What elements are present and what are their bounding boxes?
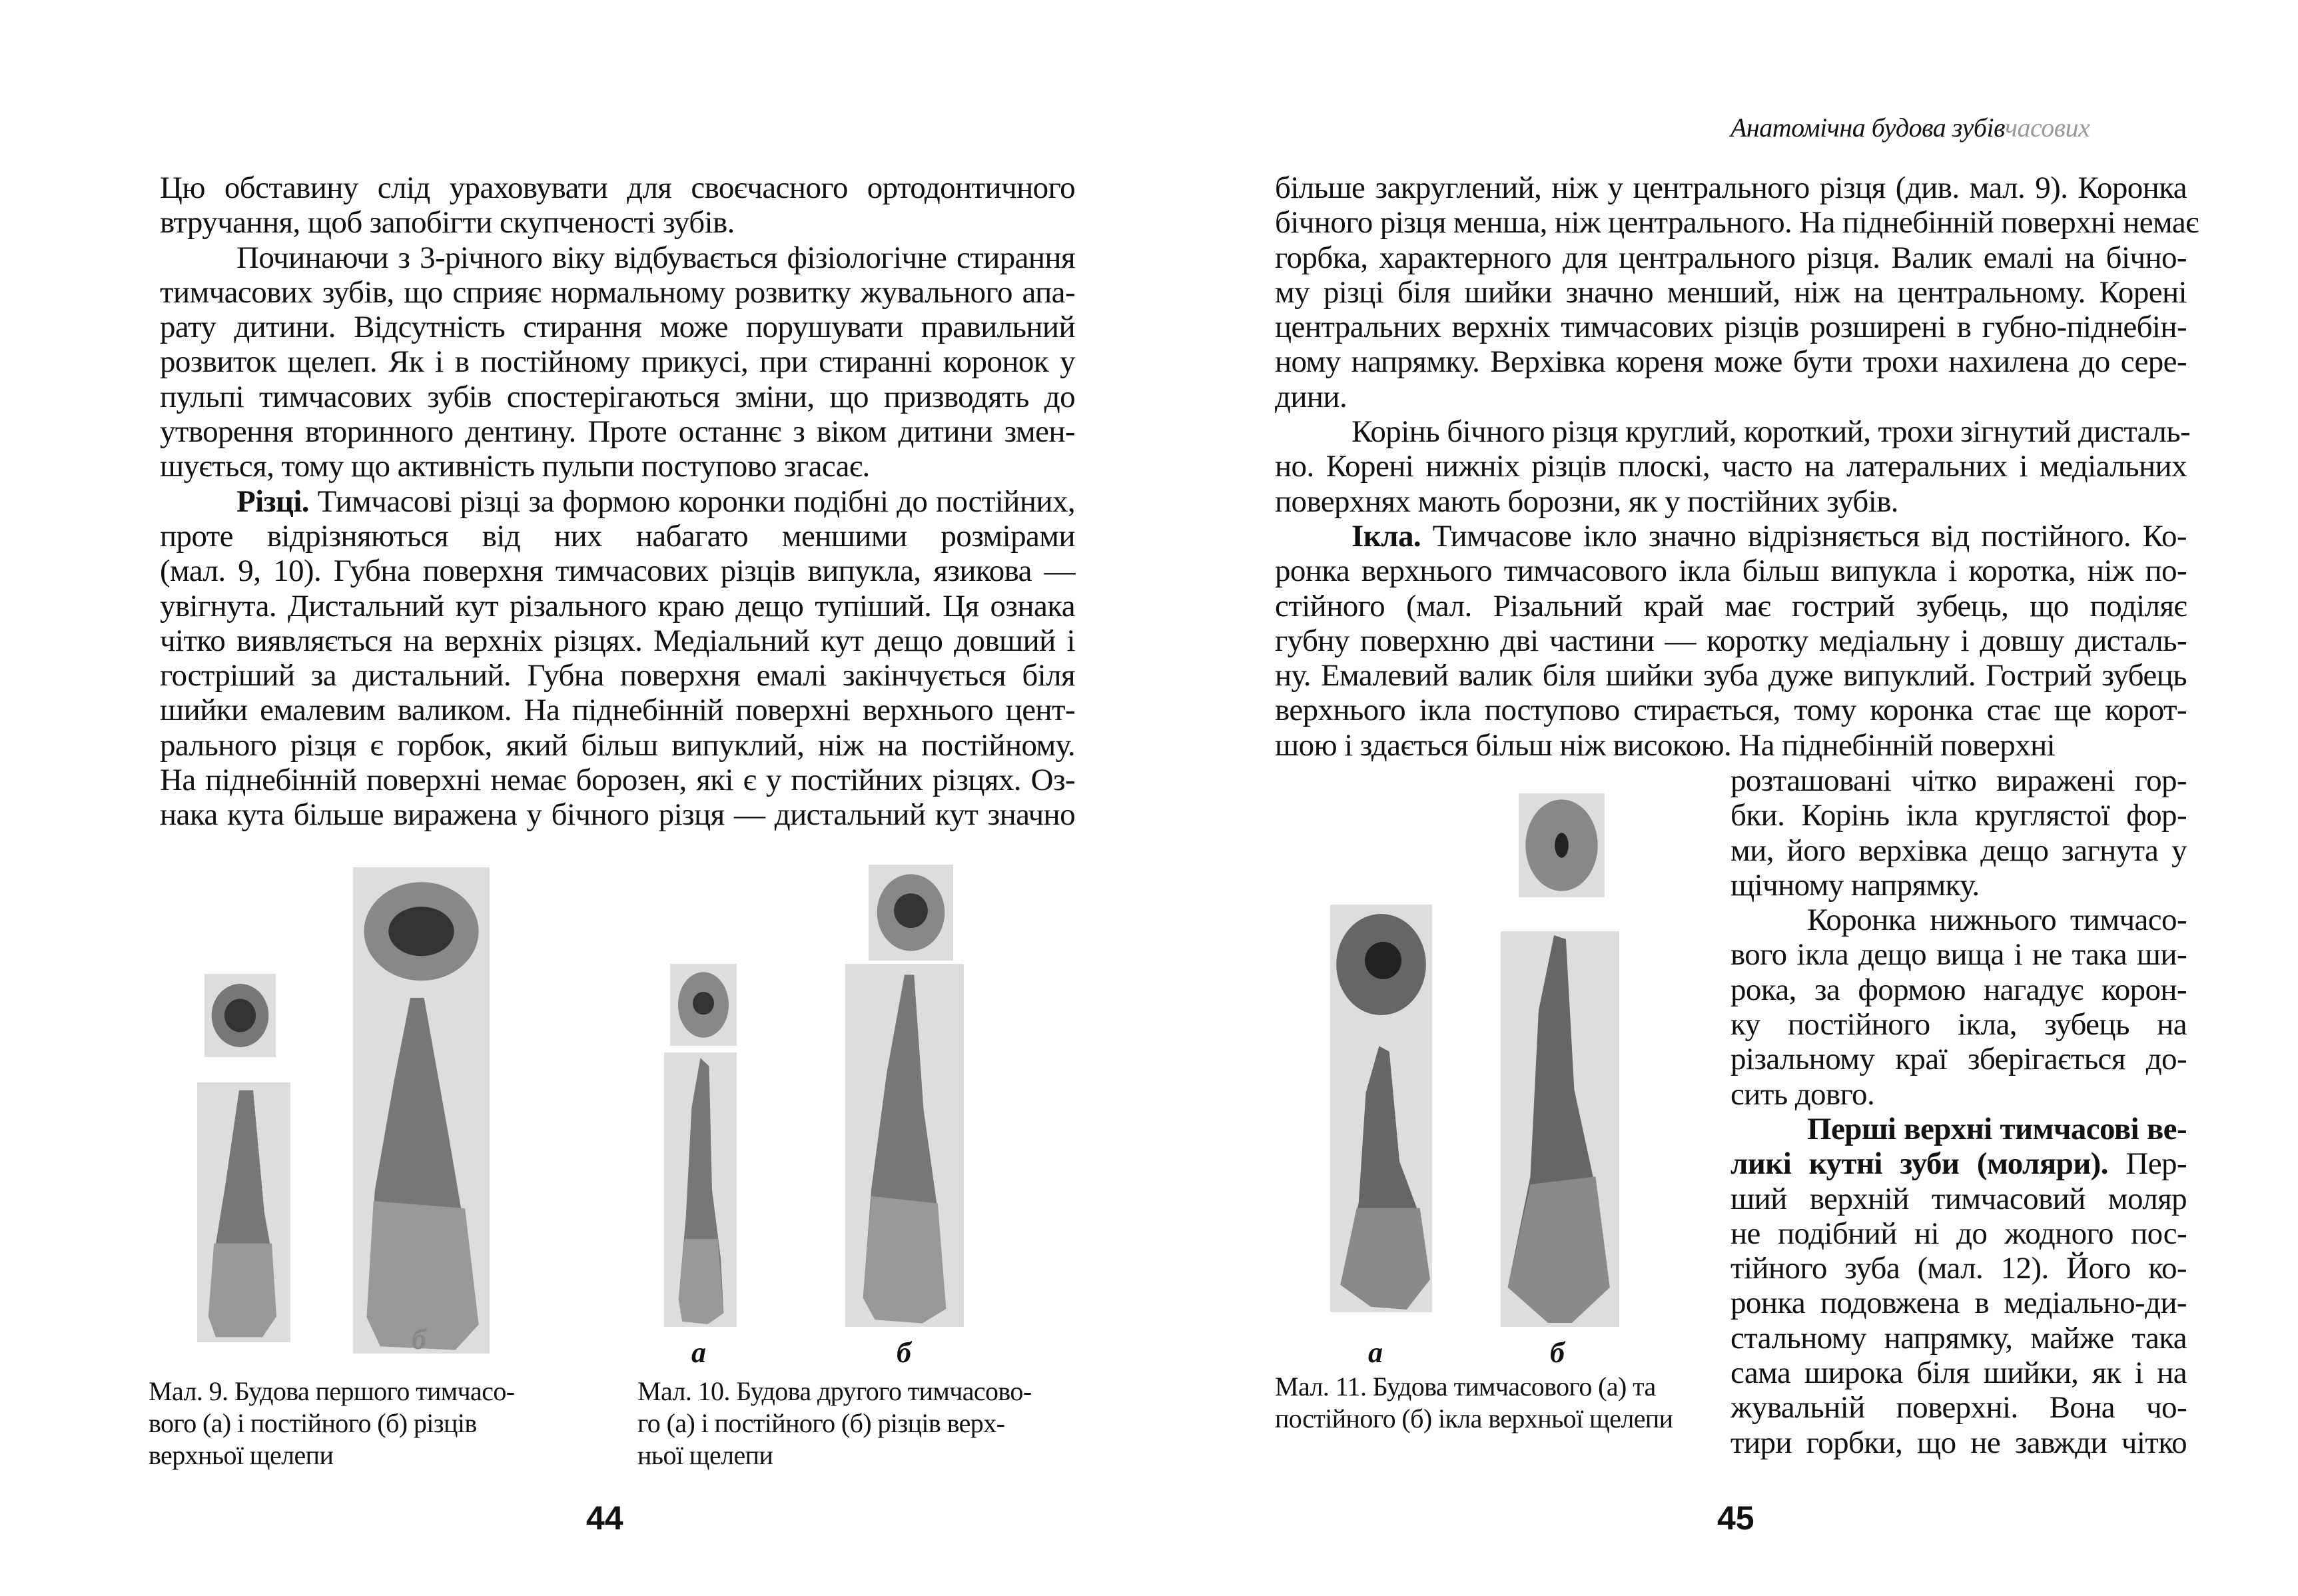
line-text: тимчасових зубів, що сприяє нормальному розвитку жувального апа- — [160, 274, 1075, 310]
text-line — [1275, 205, 2199, 240]
line-text: жувальній поверхні. Вона чо- — [1730, 1390, 2187, 1425]
line-text: бки. Корінь ікла круглястої фор- — [1730, 798, 2187, 833]
text-line — [1730, 1146, 2187, 1181]
text-line — [1275, 414, 2191, 450]
line-text: ному напрямку. Верхівка кореня може бути трохи нахилена до сере- — [1275, 344, 2187, 380]
line-text: рату дитини. Відсутність стирання може порушувати правильний — [160, 310, 1075, 345]
text-line — [160, 519, 1075, 554]
text-line — [160, 275, 1075, 310]
text-line — [1275, 658, 2187, 693]
line-text: горбка, характерного для центрального різця. Валик емалі на бічно- — [1275, 240, 2187, 275]
text-line — [1730, 1356, 2187, 1390]
fig10-label-a: а — [691, 1336, 706, 1369]
text-line — [160, 797, 1075, 832]
fig10-caption — [637, 1376, 1077, 1471]
text-line — [1275, 728, 2187, 763]
line-text: ронка подовжена в медіально-ди- — [1730, 1286, 2187, 1321]
line-text: стійного (мал. Різальний край має гострий зубець, що поділяє — [1275, 588, 2187, 623]
text-line — [1275, 449, 2187, 484]
bold-heading: Різці. — [236, 484, 309, 519]
text-line — [1275, 171, 2187, 205]
caption-line: верхньої щелепи — [149, 1440, 334, 1470]
fig11-label-a: а — [1368, 1336, 1383, 1369]
line-text: верхнього ікла поступово стирається, тому коронка стає ще корот- — [1275, 693, 2187, 728]
line-text: шується, тому що активність пульпи поступово згасає. — [160, 449, 870, 484]
text-line — [1275, 519, 2187, 554]
line-text: Тимчасові різці за формою коронки подібні до постійних, — [308, 484, 1075, 519]
line-text: втручання, щоб запобігти скупченості зубів. — [160, 205, 735, 240]
text-line — [1730, 1390, 2187, 1425]
text-line — [1730, 798, 2187, 833]
text-line — [160, 728, 1075, 763]
text-line — [1275, 344, 2187, 379]
line-text: тійного зуба (мал. 12). Його ко- — [1730, 1251, 2187, 1286]
text-line — [1730, 763, 2187, 798]
line-text: нака кута більше виражена у бічного різця — дистальний кут значно — [160, 797, 1075, 833]
text-line — [1730, 1425, 2187, 1460]
text-line — [1730, 1112, 2187, 1146]
text-line — [1730, 1216, 2187, 1251]
fig11-caption — [1275, 1371, 1734, 1435]
text-line — [1730, 973, 2187, 1007]
text-line — [160, 658, 1075, 693]
line-text: поверхнях мають борозни, як у постійних зубів. — [1275, 484, 1898, 519]
line-text: ронка верхнього тимчасового ікла більш випукла і коротка, ніж по- — [1275, 554, 2187, 589]
line-text: проте відрізняються від них набагато меншими розмірами — [160, 518, 1075, 554]
fig10-temporary-incisor — [664, 1052, 737, 1327]
text-line — [1730, 1182, 2187, 1216]
line-text: центральних верхніх тимчасових різців розширені в губно-піднебін- — [1275, 310, 2187, 345]
line-text: рального різця є горбок, який більш випуклий, ніж на постійному. — [160, 727, 1075, 763]
line-text: утворення вторинного дентину. Проте останнє з віком дитини змен- — [160, 414, 1075, 450]
fig9-caption — [149, 1376, 562, 1471]
line-text: ми, його верхівка дещо загнута у — [1730, 833, 2187, 868]
text-line — [1275, 554, 2187, 588]
text-line — [1275, 275, 2187, 310]
line-text: но. Корені нижніх різців плоскі, часто на латеральних і медіальних — [1275, 449, 2187, 484]
fig11-temporary-canine-cross-section — [1330, 905, 1432, 1038]
text-line — [160, 414, 1075, 449]
text-line — [160, 310, 1075, 344]
fig10-temporary-incisor-cross-section — [670, 964, 737, 1046]
line-text: розвиток щелеп. Як і в постійному прикусі, при стиранні коронок у — [160, 344, 1075, 380]
text-line — [1730, 1042, 2187, 1076]
text-line — [1275, 693, 2187, 727]
line-text: губну поверхню дві частини — коротку медіальну і довшу дисталь- — [1275, 623, 2187, 658]
line-text: розташовані чітко виражені гор- — [1730, 763, 2187, 798]
text-line — [1730, 1286, 2187, 1320]
text-line — [1730, 937, 2187, 972]
text-line — [160, 205, 1075, 240]
line-text: пульпі тимчасових зубів спостерігаються зміни, що призводять до — [160, 379, 1075, 414]
fig11-permanent-canine-cross-section — [1519, 793, 1605, 897]
line-text: Коронка нижнього тимчасо- — [1807, 903, 2187, 938]
caption-line: Мал. 10. Будова другого тимчасово- — [637, 1376, 1032, 1406]
line-text: сама широка біля шийки, як і на — [1730, 1356, 2187, 1391]
line-text: різальному краї зберігається до- — [1730, 1042, 2187, 1077]
line-text: тири горбки, що не завжди чітко — [1730, 1425, 2187, 1460]
line-text: більше закруглений, ніж у центрального різця (див. мал. 9). Коронка — [1275, 171, 2187, 205]
line-text: сить довго. — [1730, 1076, 1875, 1112]
text-line — [1730, 1007, 2187, 1042]
fig9-label-b: б — [412, 1323, 426, 1356]
line-text: ший верхній тимчасовий моляр — [1730, 1181, 2187, 1216]
fig10-permanent-incisor — [845, 964, 964, 1327]
bold-heading: Ікла. — [1351, 518, 1421, 554]
text-line — [1275, 240, 2187, 275]
line-text: чітко виявляється на верхніх різцях. Медіальний кут дещо довший і — [160, 623, 1075, 658]
line-text: (мал. 9, 10). Губна поверхня тимчасових різців випукла, язикова — — [160, 554, 1075, 589]
fig11-label-b: б — [1550, 1336, 1565, 1369]
caption-line: ньої щелепи — [637, 1440, 773, 1470]
bold-heading: Перші верхні тимчасові ве- — [1807, 1111, 2187, 1146]
right-page-text-wide — [1275, 171, 2199, 763]
text-line — [1275, 623, 2187, 658]
line-text: шою і здається більш ніж високою. На піднебінній поверхні — [1275, 727, 2056, 763]
line-text: Корінь бічного різця круглий, короткий, трохи зігнутий дисталь- — [1351, 414, 2191, 450]
header-title: Анатомічна будова зубів — [1730, 113, 2005, 143]
line-text: Тимчасове ікло значно відрізняється від постійного. Ко- — [1421, 518, 2187, 554]
fig11-temporary-canine — [1330, 1038, 1432, 1312]
text-line — [160, 554, 1075, 588]
left-page-text — [160, 171, 1075, 833]
line-text: На піднебінній поверхні немає борозен, які є у постійних різцях. Оз- — [160, 763, 1075, 798]
text-line — [1730, 1251, 2187, 1286]
caption-line: Мал. 11. Будова тимчасового (а) та — [1275, 1372, 1656, 1401]
fig9-permanent-incisor-cross-section — [353, 867, 490, 991]
page-number-left: 44 — [586, 1499, 623, 1537]
page-number-right: 45 — [1717, 1499, 1754, 1537]
fig11-permanent-canine — [1501, 931, 1619, 1327]
text-line — [1275, 310, 2187, 344]
text-line — [160, 449, 1075, 484]
text-line — [160, 693, 1075, 727]
line-text: ну. Емалевий валик біля шийки зуба дуже випуклий. Гострий зубець — [1275, 658, 2187, 693]
caption-line: вого (а) і постійного (б) різців — [149, 1408, 477, 1438]
line-text: Починаючи з 3-річного віку відбувається фізіологічне стирання — [236, 240, 1075, 275]
caption-line: го (а) і постійного (б) різців верх- — [637, 1408, 1005, 1438]
text-line — [160, 763, 1075, 797]
text-line — [160, 240, 1075, 275]
header-faded: часових — [2004, 113, 2090, 143]
bold-heading: ликі кутні зуби (моляри). — [1730, 1146, 2108, 1182]
line-text: бічного різця менша, ніж центрального. На піднебінній поверхні немає — [1275, 205, 2199, 240]
text-line — [1275, 484, 2187, 519]
line-text: вого ікла дещо вища і не така ши- — [1730, 937, 2187, 973]
line-text: щічному напрямку. — [1730, 867, 1980, 903]
line-text: рока, за формою нагадує корон- — [1730, 972, 2187, 1007]
text-line — [1730, 1321, 2187, 1356]
text-line — [160, 589, 1075, 623]
line-text: стальному напрямку, майже така — [1730, 1320, 2187, 1356]
text-line — [160, 623, 1075, 658]
text-line — [1275, 380, 2187, 414]
line-text: му різці біля шийки значно менший, ніж на центральному. Корені — [1275, 274, 2187, 310]
fig10-label-b: б — [897, 1336, 911, 1369]
text-line — [1730, 903, 2187, 937]
caption-line: Мал. 9. Будова першого тимчасо- — [149, 1376, 515, 1406]
right-page-text-narrow — [1730, 763, 2187, 1460]
fig9-permanent-incisor — [353, 991, 490, 1354]
line-text: ку постійного ікла, зубець на — [1730, 1007, 2187, 1042]
line-text: дини. — [1275, 379, 1347, 414]
line-text: Пер- — [2107, 1146, 2187, 1182]
text-line — [1730, 868, 2187, 903]
text-line — [160, 344, 1075, 379]
fig9-temporary-incisor — [197, 1082, 290, 1342]
fig9-temporary-incisor-cross-section — [204, 974, 276, 1057]
text-line — [160, 380, 1075, 414]
line-text: шийки емалевим валиком. На піднебінній поверхні верхнього цент- — [160, 693, 1075, 728]
text-line — [1730, 1077, 2187, 1112]
line-text: гостріший за дистальний. Губна поверхня емалі закінчується біля — [160, 658, 1075, 693]
line-text: не подібний ні до жодного пос- — [1730, 1216, 2187, 1251]
running-header — [1730, 112, 2090, 143]
fig10-permanent-incisor-cross-section — [869, 865, 953, 961]
line-text: Цю обставину слід ураховувати для своєчасного ортодонтичного — [160, 171, 1075, 205]
text-line — [1275, 589, 2187, 623]
line-text: увігнута. Дистальний кут різального краю дещо тупіший. Ця ознака — [160, 588, 1075, 623]
text-line — [160, 171, 1075, 205]
text-line — [1730, 833, 2187, 868]
text-line — [160, 484, 1075, 519]
caption-line: постійного (б) ікла верхньої щелепи — [1275, 1403, 1673, 1433]
